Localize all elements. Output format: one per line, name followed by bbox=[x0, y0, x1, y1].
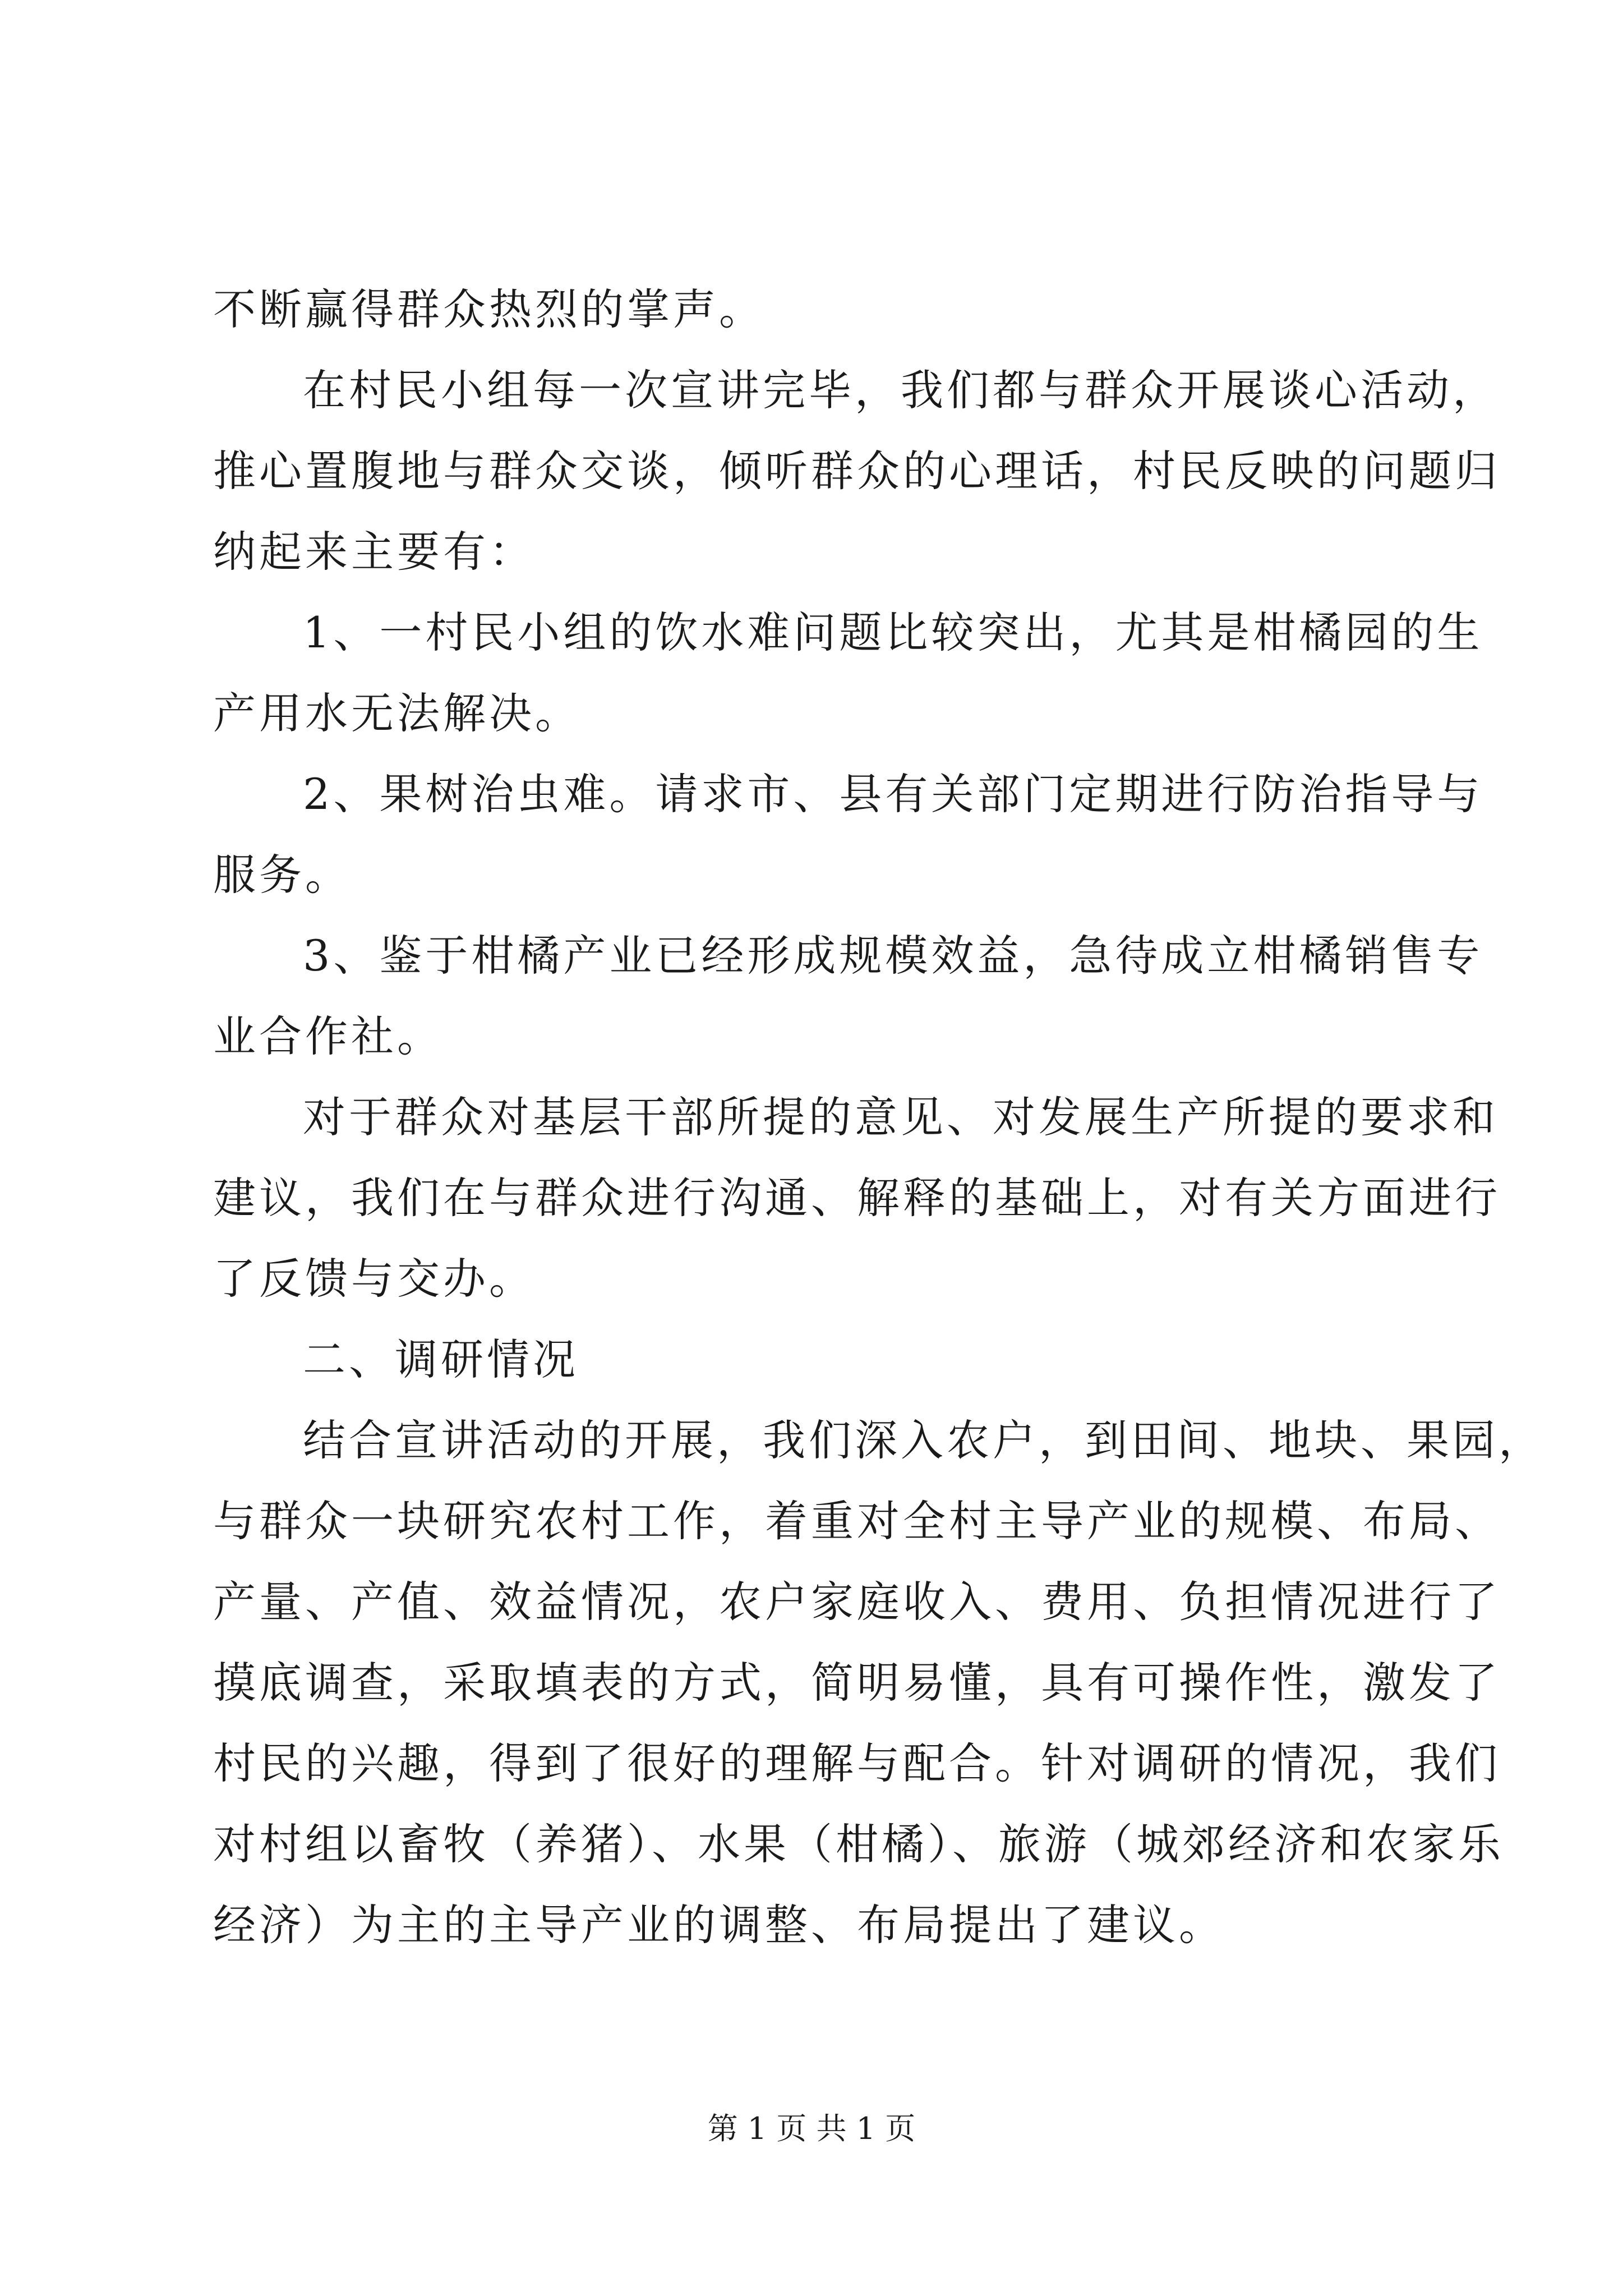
text-line: 产量、产值、效益情况，农户家庭收入、费用、负担情况进行了 bbox=[213, 1577, 1501, 1627]
text-line: 建议，我们在与群众进行沟通、解释的基础上，对有关方面进行 bbox=[213, 1173, 1501, 1223]
text-line: 2、果树治虫难。请求市、县有关部门定期进行防治指导与 bbox=[303, 769, 1483, 819]
text-line: 经济）为主的主导产业的调整、布局提出了建议。 bbox=[213, 1900, 1225, 1950]
text-line: 3、鉴于柑橘产业已经形成规模效益，急待成立柑橘销售专 bbox=[303, 931, 1483, 981]
text-line: 服务。 bbox=[213, 850, 351, 900]
text-line: 村民的兴趣，得到了很好的理解与配合。针对调研的情况，我们 bbox=[213, 1738, 1501, 1788]
text-line: 了反馈与交办。 bbox=[213, 1254, 535, 1304]
text-line: 推心置腹地与群众交谈，倾听群众的心理话，村民反映的问题归 bbox=[213, 446, 1501, 496]
text-line: 产用水无法解决。 bbox=[213, 688, 581, 738]
text-line: 业合作社。 bbox=[213, 1011, 443, 1061]
text-line: 在村民小组每一次宣讲完毕，我们都与群众开展谈心活动， bbox=[303, 365, 1498, 415]
text-line: 摸底调查，采取填表的方式，简明易懂，具有可操作性，激发了 bbox=[213, 1658, 1501, 1708]
text-line: 结合宣讲活动的开展，我们深入农户，到田间、地块、果园， bbox=[303, 1415, 1544, 1465]
text-line: 1、一村民小组的饮水难问题比较突出，尤其是柑橘园的生 bbox=[303, 608, 1483, 657]
page-footer bbox=[0, 2109, 1623, 2148]
text-line: 不断赢得群众热烈的掌声。 bbox=[213, 284, 765, 334]
text-line: 对村组以畜牧（养猪）、水果（柑橘）、旅游（城郊经济和农家乐 bbox=[213, 1819, 1504, 1869]
text-line: 与群众一块研究农村工作，着重对全村主导产业的规模、布局、 bbox=[213, 1496, 1501, 1546]
text-line: 纳起来主要有： bbox=[213, 527, 535, 577]
page-number: 第 1 页 共 1 页 bbox=[707, 2111, 916, 2146]
text-line: 对于群众对基层干部所提的意见、对发展生产所提的要求和 bbox=[303, 1092, 1498, 1142]
section-heading: 二、调研情况 bbox=[303, 1335, 579, 1384]
document-body bbox=[213, 269, 1544, 1966]
